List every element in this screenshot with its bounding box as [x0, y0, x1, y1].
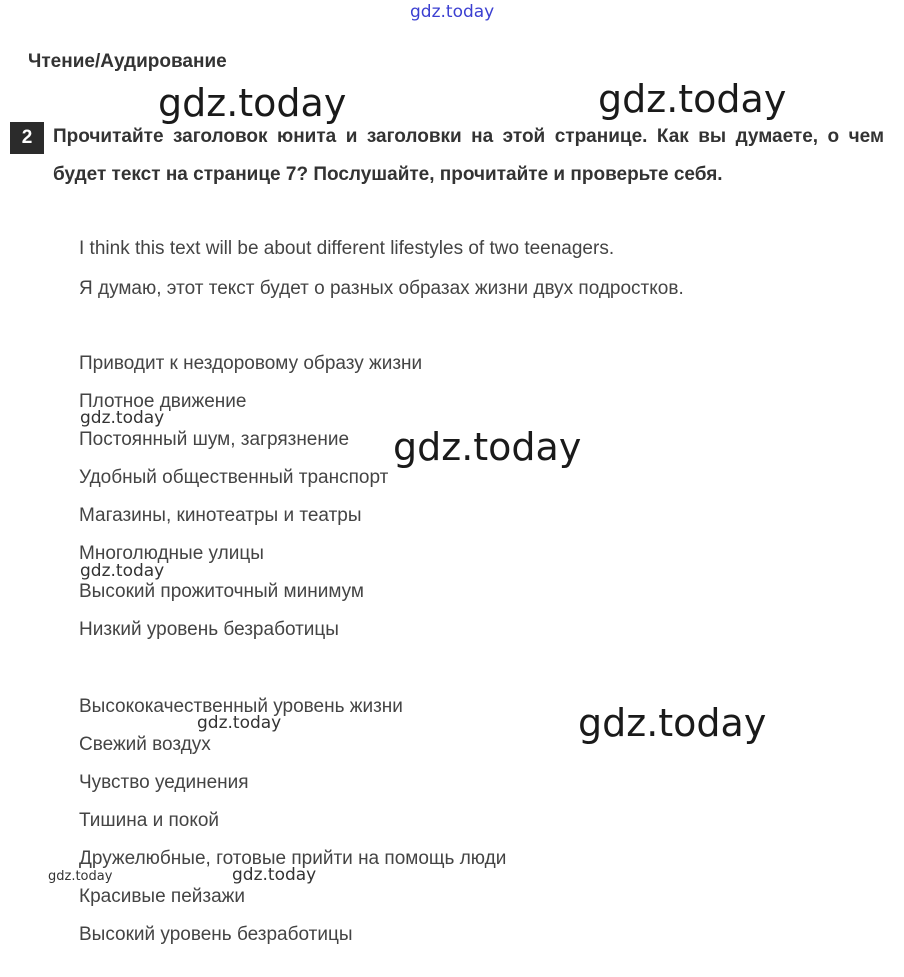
- watermark: gdz.today: [80, 408, 165, 428]
- watermark: gdz.today: [80, 561, 165, 581]
- answer-english: I think this text will be about different lifestyles of two teenagers.: [79, 238, 615, 259]
- list-item: Постоянный шум, загрязнение: [79, 429, 350, 450]
- list-item: Высококачественный уровень жизни: [79, 696, 403, 717]
- watermark: gdz.today: [598, 77, 787, 121]
- country-features-list: [79, 688, 506, 954]
- task-number-badge: 2: [10, 122, 44, 154]
- list-item: Магазины, кинотеатры и театры: [79, 505, 362, 526]
- list-item: Красивые пейзажи: [79, 886, 245, 907]
- list-item: Свежий воздух: [79, 734, 211, 755]
- list-item: Высокий уровень безработицы: [79, 924, 353, 945]
- city-features-list: [79, 345, 422, 649]
- list-item: Чувство уединения: [79, 772, 249, 793]
- watermark: gdz.today: [197, 713, 282, 733]
- watermark: gdz.today: [158, 81, 347, 125]
- list-item: Низкий уровень безработицы: [79, 619, 339, 640]
- task-instruction: Прочитайте заголовок юнита и заголовки на этой странице. Как вы думаете, о чем будет текст на странице 7? Послушайте, прочитайте и проверьте себя.: [53, 126, 884, 185]
- list-item: Многолюдные улицы: [79, 543, 264, 564]
- list-item: Тишина и покой: [79, 810, 220, 831]
- watermark: gdz.today: [393, 425, 582, 469]
- section-heading: Чтение/Аудирование: [28, 51, 227, 72]
- answer-russian: Я думаю, этот текст будет о разных образах жизни двух подростков.: [79, 278, 684, 299]
- list-item: Удобный общественный транспорт: [79, 467, 389, 488]
- watermark: gdz.today: [232, 865, 317, 885]
- list-item: Приводит к нездоровому образу жизни: [79, 353, 423, 374]
- watermark: gdz.today: [578, 701, 767, 745]
- list-item: Высокий прожиточный минимум: [79, 581, 364, 602]
- watermark-top: gdz.today: [410, 2, 495, 22]
- list-item: Плотное движение: [79, 391, 247, 412]
- watermark: gdz.today: [48, 869, 113, 884]
- list-item: Дружелюбные, готовые прийти на помощь люди: [79, 848, 507, 869]
